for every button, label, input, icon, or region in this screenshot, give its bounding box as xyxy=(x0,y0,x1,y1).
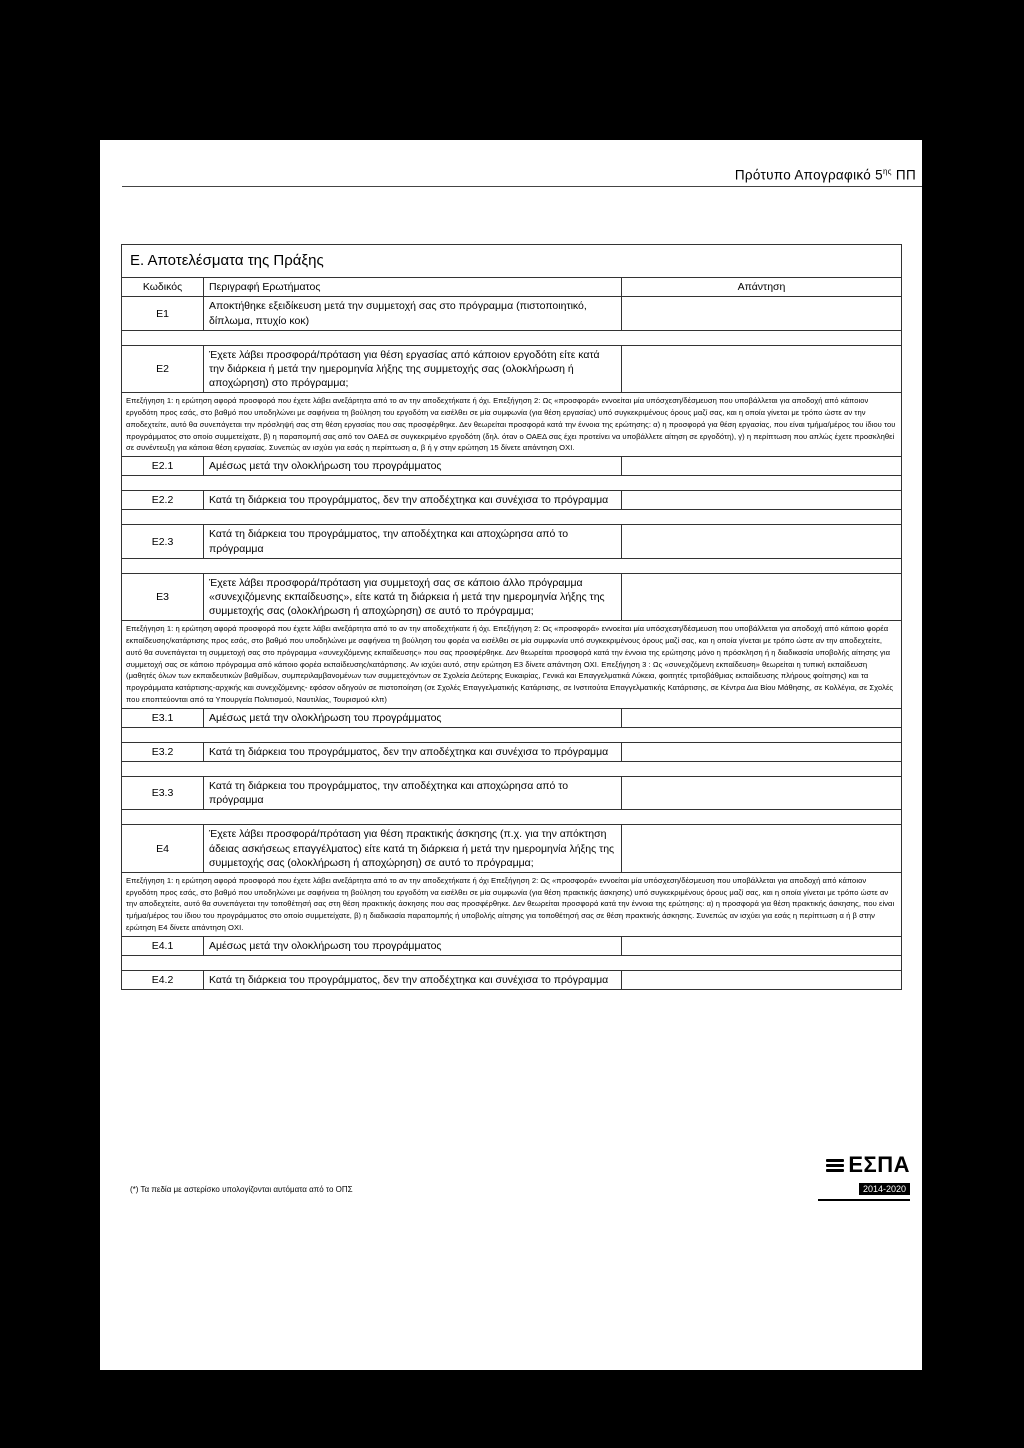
question-text: Κατά τη διάρκεια του προγράμματος, δεν την αποδέχτηκα και συνέχισα το πρόγραμμα xyxy=(204,970,622,989)
question-row-e1 xyxy=(122,297,902,330)
logo-name: ΕΣΠΑ xyxy=(848,1152,910,1177)
column-code: Κωδικός xyxy=(122,278,204,297)
answer-cell[interactable] xyxy=(622,525,902,558)
question-text: Κατά τη διάρκεια του προγράμματος, δεν την αποδέχτηκα και συνέχισα το πρόγραμμα xyxy=(204,742,622,761)
question-row-e2-1 xyxy=(122,457,902,476)
explanation-note: Επεξήγηση 1: η ερώτηση αφορά προσφορά που έχετε λάβει ανεξάρτητα από το αν την αποδεχτήκατε ή όχι. Επεξήγηση 2: Ως «προσφορά» εννοείται μία υπόσχεση/δέσμευση που υποβάλλεται για αποδοχή από κάποιον εργοδότη προς εσάς, στο βαθμό που υποδηλώνει με σαφήνεια τη βούληση του εργοδότη να εισέλθει σε μία συμφωνία (για θέση εργασίας) υπό συγκεκριμένους όρους μαζί σας, και η οποία γίνεται με τρόπο ώστε αν την αποδεχτείτε, αυτό θα συνεπάγεται την πρόσληψή σας στη θέση εργασίας που σας προσφέρθηκε. Δεν θεωρείται προσφορά κατά την έννοια της ερώτησης: α) η προσφορά για θέση εργασίας, που είναι τμήμα/μέρος του ίδιου του προγράμματος στο οποίο συμμετείχατε, β) η παραπομπή σας από τον ΟΑΕΔ σε συγκεκριμένο εργοδότη (δηλ. όταν ο ΟΑΕΔ σας έχει προτείνει να υποβάλλετε αίτηση σε εργοδότη), γ) η περίπτωση που απλώς έχετε προσκληθεί σε συνέντευξη για κάποια θέση εργασίας. Συνεπώς αν ισχύει για εσάς η περίπτωση α, β ή γ στην ερώτηση 15 δίνετε απάντηση ΟΧΙ. xyxy=(122,393,902,457)
footer-note: (*) Τα πεδία με αστερίσκο υπολογίζονται αυτόματα από το ΟΠΣ xyxy=(130,1185,353,1194)
question-row-e3 xyxy=(122,573,902,621)
row-separator xyxy=(122,476,902,491)
explanation-note: Επεξήγηση 1: η ερώτηση αφορά προσφορά που έχετε λάβει ανεξάρτητα από το αν την αποδεχτήκατε ή όχι. Επεξήγηση 2: Ως «προσφορά» εννοείται μία υπόσχεση/δέσμευση που υποβάλλεται για αποδοχή από κάποιο φορέα εκπαίδευσης/κατάρτισης προς εσάς, στο βαθμό που υποδηλώνει με σαφήνεια τη βούληση του φορέα να εισέλθει σε μία συμφωνία υπό συγκεκριμένους όρους μαζί σας, και η οποία γίνεται με τρόπο ώστε αν την αποδεχτείτε, αυτό θα συνεπάγεται τη συμμετοχή σας στο πρόγραμμα «συνεχιζόμενης εκπαίδευσης» που σας προσφέρθηκε. Δεν θεωρείται προσφορά κατά την έννοια της ερώτησης μόνο η πρόσκληση ή η διαδικασία υποβολής αίτησης για συμμετοχή σας σε κάποιο πρόγραμμα από κάποιο φορέα εκπαίδευσης/κατάρτισης. Αν ισχύει αυτό, στην ερώτηση Ε3 δίνετε απάντηση ΟΧΙ. Επεξήγηση 3 : Ως «συνεχιζόμενη εκπαίδευση» θεωρείται η τυπική εκπαίδευση (μαθητές όλων των εκπαιδευτικών βαθμίδων, συμπεριλαμβανομένων των συμμετεχόντων σε Σχολεία Δεύτερης Ευκαιρίας, Γενικά και Επαγγελματικά Λύκεια, φοιτητές τριτοβάθμιας εκπαίδευσης πλήρους φοίτησης) και τα προγράμματα κατάρτισης-αρχικής και συνεχιζόμενης- εφόσον οδηγούν σε πιστοποίηση (σε Σχολές Επαγγελματικής Κατάρτισης, σε Ινστιτούτα Επαγγελματικής Κατάρτισης, σε Κέντρα Δια Βίου Μάθησης, σε Κολλέγια, σε Σχολές που εποπτεύονται από τα Υπουργεία Πολιτισμού, Ναυτιλίας, Τουρισμού κλπ) xyxy=(122,621,902,708)
answer-cell[interactable] xyxy=(622,970,902,989)
question-text: Έχετε λάβει προσφορά/πρόταση για θέση πρακτικής άσκησης (π.χ. για την απόκτηση άδειας ασκήσεως επαγγέλματος) είτε κατά τη διάρκεια ή μετά την ημερομηνία λήξης της συμμετοχής σας (ολοκλήρωση ή αποχώρηση) σε αυτό το πρόγραμμα; xyxy=(204,825,622,873)
row-separator xyxy=(122,558,902,573)
question-row-e2-3 xyxy=(122,525,902,558)
column-header-row xyxy=(122,278,902,297)
row-separator xyxy=(122,810,902,825)
row-separator xyxy=(122,330,902,345)
question-code: Ε3.2 xyxy=(122,742,204,761)
question-text: Κατά τη διάρκεια του προγράμματος, δεν την αποδέχτηκα και συνέχισα το πρόγραμμα xyxy=(204,491,622,510)
question-code: Ε4.2 xyxy=(122,970,204,989)
question-row-e2-2 xyxy=(122,491,902,510)
question-code: Ε3.1 xyxy=(122,708,204,727)
row-separator xyxy=(122,955,902,970)
section-title: Ε. Αποτελέσματα της Πράξης xyxy=(122,245,902,278)
question-code: Ε2.3 xyxy=(122,525,204,558)
answer-cell[interactable] xyxy=(622,825,902,873)
explanation-note: Επεξήγηση 1: η ερώτηση αφορά προσφορά που έχετε λάβει ανεξάρτητα από το αν την αποδεχτήκατε ή όχι Επεξήγηση 2: Ως «προσφορά» εννοείται μία υπόσχεση/δέσμευση που υποβάλλεται για αποδοχή από κάποιον εργοδότη προς εσάς, στο βαθμό που υποδηλώνει με σαφήνεια τη βούληση του εργοδότη να εισέλθει σε μία συμφωνία (για θέση πρακτικής άσκησης) υπό συγκεκριμένους όρους μαζί σας, και η οποία γίνεται με τρόπο ώστε αν την αποδεχτείτε, αυτό θα συνεπάγεται την τοποθέτησή σας στη θέση πρακτικής άσκησης που σας προσφέρθηκε. Δεν θεωρείται προσφορά κατά την έννοια της ερώτησης: α) η προσφορά για θέση πρακτικής άσκησης, που είναι τμήμα/μέρος του ίδιου του προγράμματος στο οποίο συμμετείχατε, β) η διαδικασία παραπομπής ή υποβολής αίτησης για τοποθέτησή σας σε θέση πρακτικής άσκησης. Συνεπώς αν ισχύει για εσάς η περίπτωση α ή β στην ερώτηση Ε4 δίνετε απάντηση ΟΧΙ. xyxy=(122,872,902,936)
question-code: Ε2.2 xyxy=(122,491,204,510)
answer-cell[interactable] xyxy=(622,491,902,510)
espa-logo xyxy=(818,1152,910,1201)
results-table xyxy=(121,244,902,990)
answer-cell[interactable] xyxy=(622,777,902,810)
question-row-e4 xyxy=(122,825,902,873)
answer-cell[interactable] xyxy=(622,742,902,761)
question-row-e4-1 xyxy=(122,936,902,955)
answer-cell[interactable] xyxy=(622,297,902,330)
logo-years: 2014-2020 xyxy=(859,1183,910,1195)
answer-cell[interactable] xyxy=(622,936,902,955)
answer-cell[interactable] xyxy=(622,345,902,393)
question-text: Αμέσως μετά την ολοκλήρωση του προγράμματος xyxy=(204,457,622,476)
answer-cell[interactable] xyxy=(622,457,902,476)
row-separator xyxy=(122,727,902,742)
column-description: Περιγραφή Ερωτήματος xyxy=(204,278,622,297)
document-page xyxy=(100,140,922,1370)
question-code: Ε2.1 xyxy=(122,457,204,476)
question-code: Ε1 xyxy=(122,297,204,330)
answer-cell[interactable] xyxy=(622,573,902,621)
header-divider xyxy=(122,186,922,187)
question-text: Αμέσως μετά την ολοκλήρωση του προγράμματος xyxy=(204,936,622,955)
question-text: Έχετε λάβει προσφορά/πρόταση για θέση εργασίας από κάποιον εργοδότη είτε κατά την διάρκεια ή μετά την ημερομηνία λήξης της συμμετοχής σας (ολοκλήρωση ή αποχώρηση) στο πρόγραμμα; xyxy=(204,345,622,393)
question-row-e3-2 xyxy=(122,742,902,761)
row-separator xyxy=(122,762,902,777)
row-separator xyxy=(122,510,902,525)
column-answer: Απάντηση xyxy=(622,278,902,297)
question-row-e3-1 xyxy=(122,708,902,727)
form-title: Πρότυπο Απογραφικό $5^{\eta\varsigma}$ ΠΠ xyxy=(734,167,916,183)
answer-cell[interactable] xyxy=(622,708,902,727)
question-row-e4-2 xyxy=(122,970,902,989)
espa-bars-icon xyxy=(826,1157,844,1174)
question-text: Έχετε λάβει προσφορά/πρόταση για συμμετοχή σας σε κάποιο άλλο πρόγραμμα «συνεχιζόμενης εκπαίδευσης», είτε κατά τη διάρκεια ή μετά την ημερομηνία λήξης της συμμετοχής σας (ολοκλήρωση ή αποχώρηση) σε αυτό το πρόγραμμα; xyxy=(204,573,622,621)
question-text: Κατά τη διάρκεια του προγράμματος, την αποδέχτηκα και αποχώρησα από το πρόγραμμα xyxy=(204,525,622,558)
question-row-e3-3 xyxy=(122,777,902,810)
question-code: Ε3 xyxy=(122,573,204,621)
logo-underline xyxy=(818,1199,910,1201)
question-text: Αμέσως μετά την ολοκλήρωση του προγράμματος xyxy=(204,708,622,727)
question-code: Ε4.1 xyxy=(122,936,204,955)
question-text: Κατά τη διάρκεια του προγράμματος, την αποδέχτηκα και αποχώρησα από το πρόγραμμα xyxy=(204,777,622,810)
question-text: Αποκτήθηκε εξειδίκευση μετά την συμμετοχή σας στο πρόγραμμα (πιστοποιητικό, δίπλωμα, πτυχίο κοκ) xyxy=(204,297,622,330)
question-row-e2 xyxy=(122,345,902,393)
question-code: Ε4 xyxy=(122,825,204,873)
question-code: Ε3.3 xyxy=(122,777,204,810)
question-code: Ε2 xyxy=(122,345,204,393)
